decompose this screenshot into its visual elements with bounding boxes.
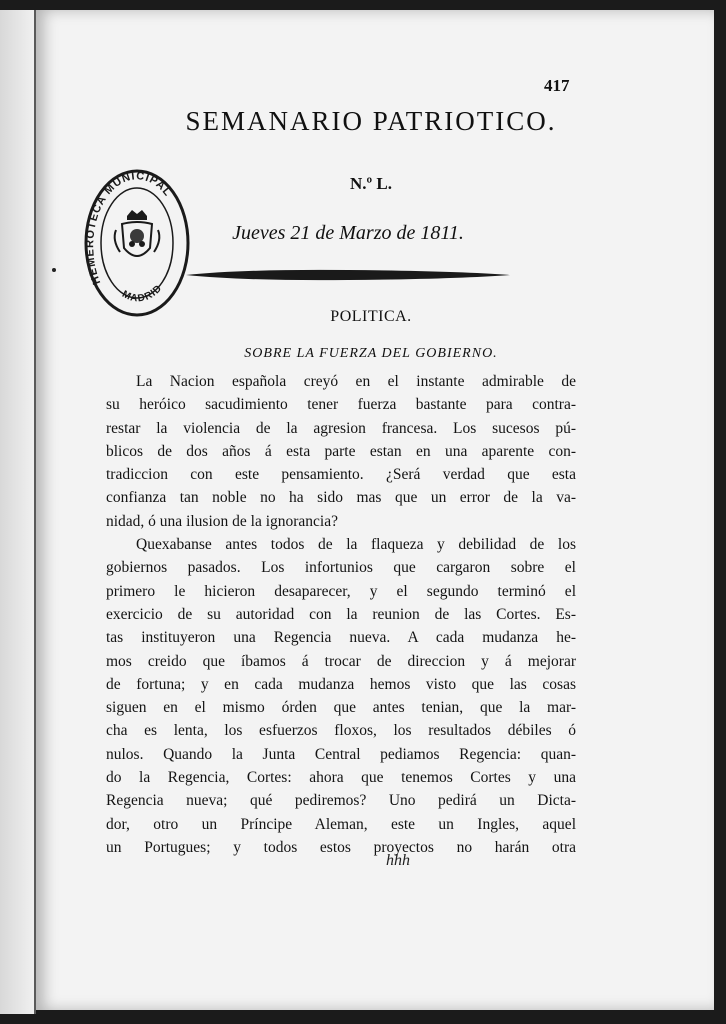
- article-subtitle: SOBRE LA FUERZA DEL GOBIERNO.: [244, 346, 498, 361]
- svg-text:MADRID: [120, 283, 165, 305]
- decorative-rule: [186, 268, 510, 282]
- text-line: un Portugues; y todos estos proyectos no harán otra: [106, 838, 576, 856]
- ink-speck: [52, 268, 56, 272]
- text-line: cha es lenta, los esfuerzos floxos, los resultados débiles ó: [106, 722, 576, 740]
- text-line: restar la violencia de la agresion francesa. Los sucesos pú-: [106, 419, 576, 437]
- issue-date: Jueves 21 de Marzo de 1811.: [232, 222, 464, 244]
- previous-page-edge: [0, 10, 36, 1014]
- catchword: hhh: [386, 852, 410, 869]
- text-line: tas instituyeron una Regencia nueva. A cada mudanza he-: [106, 629, 576, 647]
- stamp-seal-icon: [82, 168, 192, 318]
- document-page: [36, 10, 714, 1010]
- text-line: exercicio de su autoridad con la reunion de las Cortes. Es-: [106, 605, 576, 623]
- text-line: mos creido que íbamos á trocar de direccion y á mejorar: [106, 652, 576, 670]
- section-title: POLITICA.: [330, 308, 412, 325]
- publication-title: SEMANARIO PATRIOTICO.: [185, 106, 557, 136]
- text-line: de fortuna; y en cada mudanza hemos visto que las cosas: [106, 675, 576, 693]
- paragraph: [106, 370, 576, 533]
- text-line: tradiccion con este pensamiento. ¿Será verdad que esta: [106, 466, 576, 484]
- text-line: Quexabanse antes todos de la flaqueza y debilidad de los: [136, 536, 576, 554]
- text-line: gobiernos pasados. Los infortunios que cargaron sobre el: [106, 559, 576, 577]
- text-line: do la Regencia, Cortes: ahora que tenemos Cortes y una: [106, 769, 576, 787]
- library-stamp: [82, 168, 192, 318]
- text-line: dor, otro un Príncipe Aleman, este un Ingles, aquel: [106, 815, 576, 833]
- text-line: nulos. Quando la Junta Central pediamos Regencia: quan-: [106, 745, 576, 763]
- text-line: confianza tan noble no ha sido mas que un error de la va-: [106, 489, 576, 507]
- text-line: Regencia nueva; qué pediremos? Uno pedirá un Dicta-: [106, 792, 576, 810]
- coat-of-arms-icon: [115, 210, 160, 256]
- text-line: blicos de dos años á esta parte estan en una aparente con-: [106, 442, 576, 460]
- text-line: La Nacion española creyó en el instante admirable de: [136, 373, 576, 390]
- text-line: primero le hicieron desaparecer, y el segundo terminó el: [106, 582, 576, 600]
- page-number: 417: [544, 76, 570, 95]
- stamp-bottom-text: MADRID: [120, 282, 165, 305]
- article-body: [106, 370, 576, 859]
- text-line: su heróico sacudimiento tener fuerza bastante para contra-: [106, 396, 576, 414]
- text-line: siguen en el mismo órden que antes tenian, que la mar-: [106, 699, 576, 717]
- text-line: nidad, ó una ilusion de la ignorancia?: [106, 512, 339, 530]
- svg-text:HEMEROTECA MUNICIPAL: [84, 170, 174, 286]
- paragraph: [106, 533, 576, 859]
- stamp-top-text: HEMEROTECA MUNICIPAL: [84, 170, 174, 287]
- issue-number: N.º L.: [350, 174, 392, 193]
